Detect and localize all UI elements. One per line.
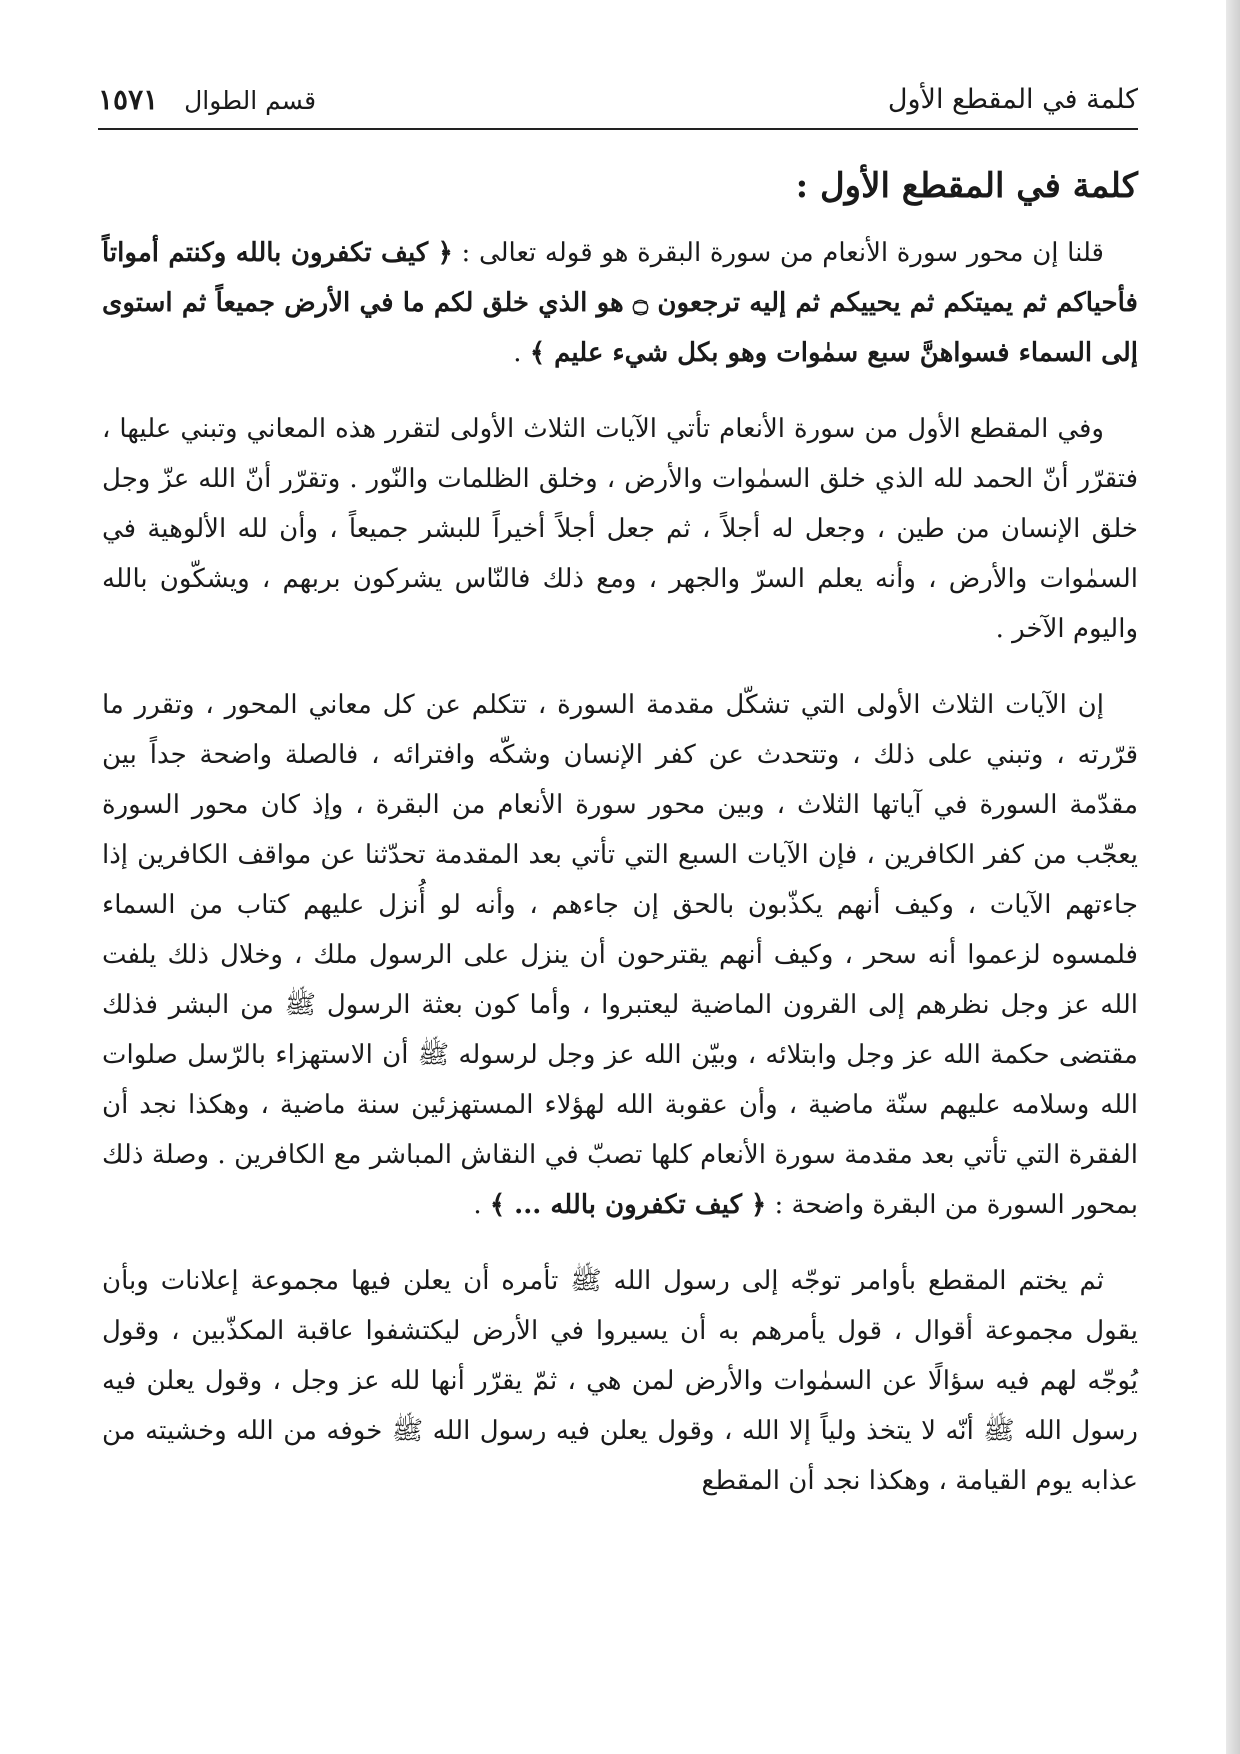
paragraph-3: [102, 680, 1138, 1230]
section-heading: كلمة في المقطع الأول :: [795, 166, 1138, 206]
paragraph-4: ثم يختم المقطع بأوامر توجّه إلى رسول الله ﷺ تأمره أن يعلن فيها مجموعة إعلانات وبأن يقول مجموعة أقوال ، قول يأمرهم به أن يسيروا في الأرض ليكتشفوا عاقبة المكذّبين ، وقول يُوجّه لهم فيه سؤالًا عن السمٰوات والأرض لمن هي ، ثمّ يقرّر أنها لله عز وجل ، وقول يعلن فيه رسول الله ﷺ أنّه لا يتخذ ولياً إلا الله ، وقول يعلن فيه رسول الله ﷺ خوفه من الله وخشيته من عذابه يوم القيامة ، وهكذا نجد أن المقطع: [102, 1266, 1138, 1496]
page-body: [102, 150, 1138, 1532]
page-edge: [1226, 0, 1240, 1754]
paragraph-3-quran-quote: ﴿ كيف تكفرون بالله ... ﴾: [489, 1190, 767, 1220]
paragraph-1-lead: قلنا إن محور سورة الأنعام من سورة البقرة هو قوله تعالى :: [452, 238, 1104, 268]
page-number: ١٥٧١: [98, 83, 159, 116]
header-part: [98, 80, 316, 121]
paragraph-1: [102, 228, 1138, 378]
paragraph-1-quran-quote: ﴿ كيف تكفرون بالله وكنتم أمواتاً فأحياكم ثم يميتكم ثم يحييكم ثم إليه ترجعون ۝ هو الذي خلق لكم ما في الأرض جميعاً ثم استوى إلى السماء فسواهنَّ سبع سمٰوات وهو بكل شيء عليم ﴾: [102, 238, 1138, 368]
header-part-name: قسم الطوال: [184, 86, 317, 115]
header-section-title: كلمة في المقطع الأول: [887, 84, 1138, 115]
paragraph-3-tail: .: [473, 1190, 490, 1220]
paragraph-3-lead: إن الآيات الثلاث الأولى التي تشكّل مقدمة السورة ، تتكلم عن كل معاني المحور ، وتقرر ما قرّرته ، وتبني على ذلك ، وتتحدث عن كفر الإنسان وشكّه وافترائه ، فالصلة واضحة جداً بين مقدّمة السورة في آياتها الثلاث ، وبين محور سورة الأنعام من البقرة ، وإذ كان محور السورة يعجّب من كفر الكافرين ، فإن الآيات السبع التي تأتي بعد المقدمة تحدّثنا عن مواقف الكافرين إذا جاءتهم الآيات ، وكيف أنهم يكذّبون بالحق إن جاءهم ، وأنه لو أُنزل عليهم كتاب من السماء فلمسوه لزعموا أنه سحر ، وكيف أنهم يقترحون أن ينزل على الرسول ملك ، وخلال ذلك يلفت الله عز وجل نظرهم إلى القرون الماضية ليعتبروا ، وأما كون بعثة الرسول ﷺ من البشر فذلك مقتضى حكمة الله عز وجل وابتلائه ، وبيّن الله عز وجل لرسوله ﷺ أن الاستهزاء بالرّسل صلوات الله وسلامه عليهم سنّة ماضية ، وأن عقوبة الله لهؤلاء المستهزئين سنة ماضية ، وهكذا نجد أن الفقرة التي تأتي بعد مقدمة سورة الأنعام كلها تصبّ في النقاش المباشر مع الكافرين . وصلة ذلك بمحور السورة من البقرة واضحة :: [102, 690, 1138, 1220]
header-rule: [98, 128, 1138, 130]
paragraph-2: وفي المقطع الأول من سورة الأنعام تأتي الآيات الثلاث الأولى لتقرر هذه المعاني وتبني عليها ، فتقرّر أنّ الحمد لله الذي خلق السمٰوات والأرض ، وخلق الظلمات والنّور . وتقرّر أنّ الله عزّ وجل خلق الإنسان من طين ، وجعل له أجلاً ، ثم جعل أجلاً أخيراً للبشر جميعاً ، وأن لله الألوهية في السمٰوات والأرض ، وأنه يعلم السرّ والجهر ، ومع ذلك فالنّاس يشركون بربهم ، ويشكّون بالله واليوم الآخر .: [102, 414, 1138, 644]
running-header: [98, 80, 1138, 124]
paragraph-1-tail: .: [513, 338, 530, 368]
